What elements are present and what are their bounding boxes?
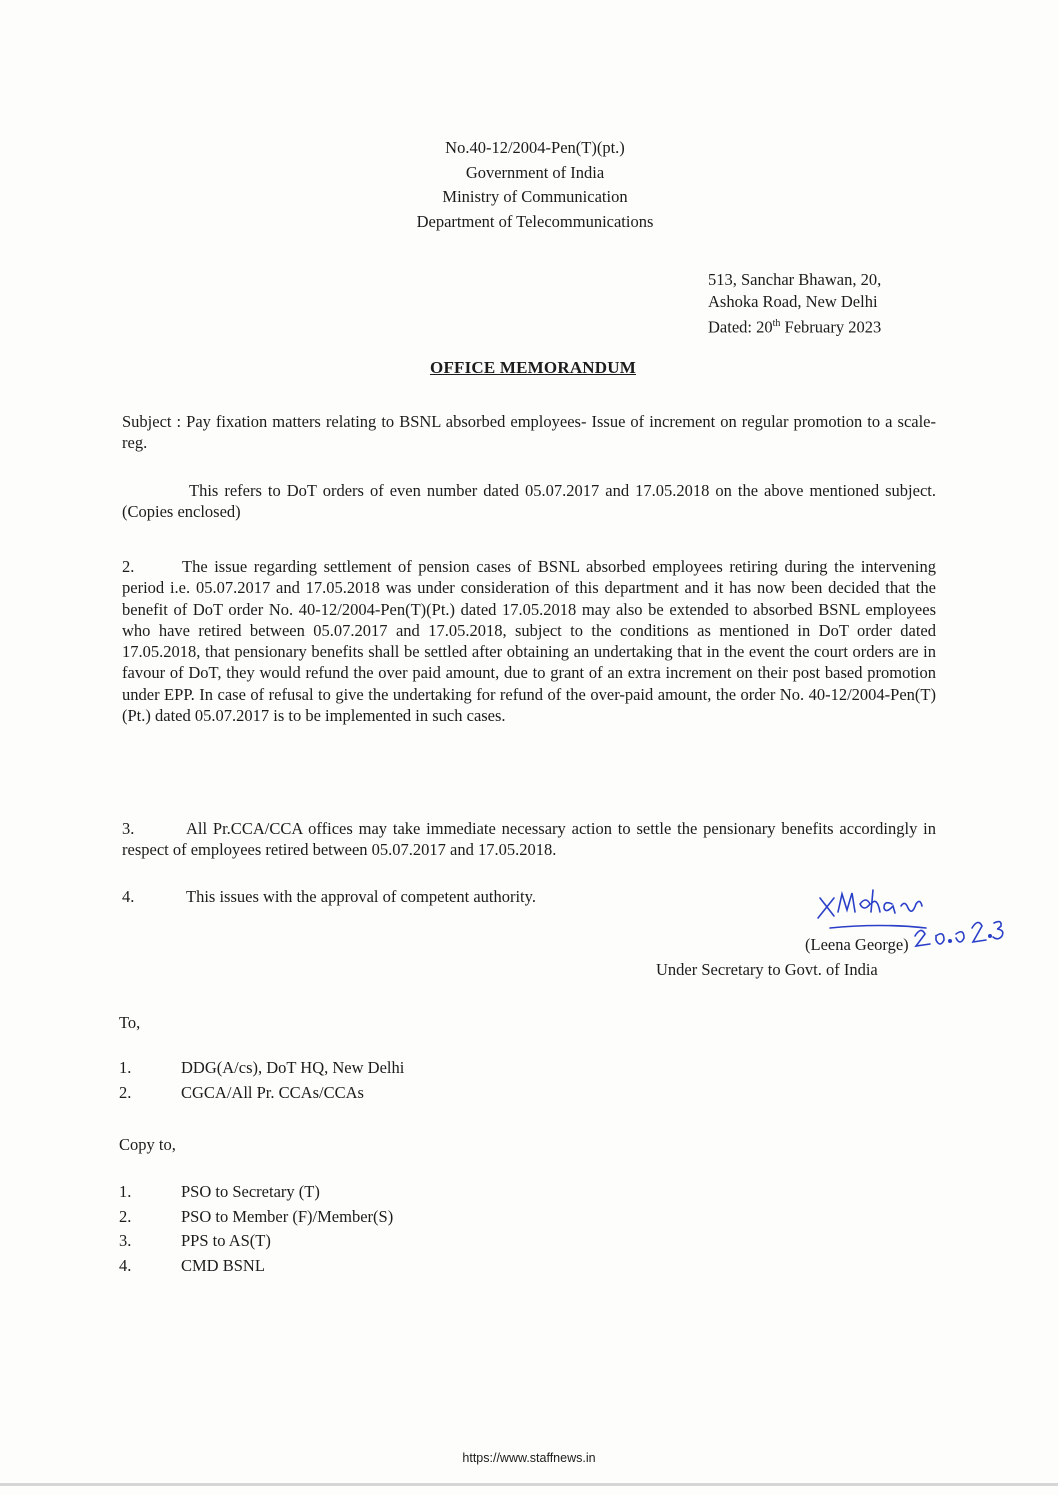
- signatory-designation: Under Secretary to Govt. of India: [656, 960, 878, 979]
- list-item: 2. PSO to Member (F)/Member(S): [119, 1206, 394, 1226]
- list-item: 2. CGCA/All Pr. CCAs/CCAs: [119, 1082, 364, 1102]
- signatory-name: (Leena George): [805, 935, 909, 954]
- footer-url: https://www.staffnews.in: [462, 1451, 596, 1465]
- paragraph-4: 4. This issues with the approval of competent authority.: [122, 887, 536, 906]
- copy-label: Copy to,: [119, 1135, 176, 1154]
- copy-list: [119, 1180, 393, 1278]
- memo-date: Dated: 20th February 2023: [708, 317, 882, 337]
- letterhead: [0, 136, 1058, 234]
- page-edge-divider: [0, 1483, 1058, 1486]
- paragraph-1: This refers to DoT orders of even number dated 05.07.2017 and 17.05.2018 on the above mentioned subject. (Copies enclosed): [122, 481, 936, 522]
- subject-line: Subject : Pay fixation matters relating to BSNL absorbed employees- Issue of increment on regular promotion to a scale-reg.: [122, 412, 936, 453]
- paragraph-3: 3. All Pr.CCA/CCA offices may take immediate necessary action to settle the pensionary benefits accordingly in respect of employees retired between 05.07.2017 and 17.05.2018.: [122, 819, 936, 860]
- to-label: To,: [119, 1013, 141, 1032]
- government-line: Government of India: [465, 162, 605, 182]
- list-item: 1. DDG(A/cs), DoT HQ, New Delhi: [119, 1058, 405, 1077]
- file-number: No.40-12/2004-Pen(T)(pt.): [445, 138, 625, 157]
- ministry-line: Ministry of Communication: [442, 187, 628, 206]
- recipient-list: [119, 1056, 404, 1105]
- list-item: 3. PPS to AS(T): [119, 1231, 271, 1250]
- memo-title: OFFICE MEMORANDUM: [430, 358, 636, 377]
- paragraph-2: 2. The issue regarding settlement of pension cases of BSNL absorbed employees retiring during the intervening period i.e. 05.07.2017 and 17.05.2018 was under consideration of this department and it has now been decided that the benefit of DoT order No. 40-12/2004-Pen(T)(Pt.) dated 17.05.2018 may also be extended to absorbed BSNL employees who have retired between 05.07.2017 and 17.05.2018, subject to the conditions as mentioned in DoT order dated 17.05.2018, that pensionary benefits shall be settled after obtaining an undertaking that in the event the court orders are in favour of DoT, they would refund the over paid amount, due to grant of an extra increment on their post based promotion under EPP. In case of refusal to give the undertaking for refund of the over-paid amount, the order No. 40-12/2004-Pen(T)(Pt.) dated 05.07.2017 is to be implemented in such cases.: [122, 557, 936, 726]
- address-line-2: Ashoka Road, New Delhi: [708, 292, 878, 311]
- list-item: 1. PSO to Secretary (T): [119, 1182, 320, 1201]
- department-line: Department of Telecommunications: [416, 211, 654, 231]
- address-line-1: 513, Sanchar Bhawan, 20,: [708, 270, 882, 289]
- office-address: [708, 269, 881, 339]
- list-item: 4. CMD BSNL: [119, 1255, 265, 1275]
